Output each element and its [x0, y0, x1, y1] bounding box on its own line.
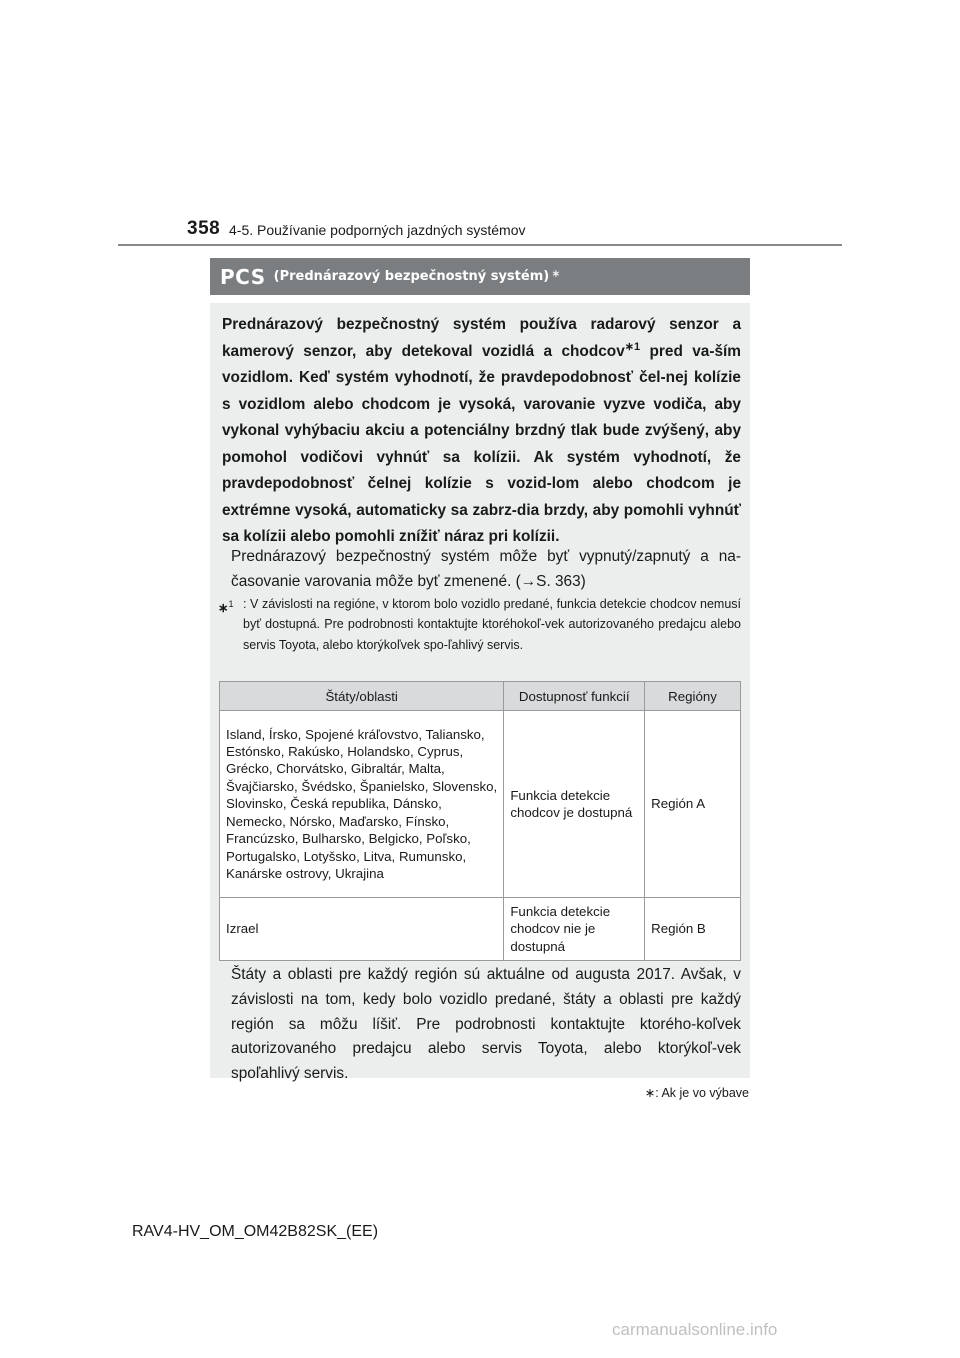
- footnote-star: ∗: [218, 601, 229, 616]
- footnote-text: : V závislosti na regióne, v ktorom bolo vozidlo predané, funkcia detekcie chodcov nemusí byť dostupná. Pre podrobnosti kontaktujte ktoréhokoľ-vek autorizovaného predajcu alebo servis Toyota, alebo ktorýkoľvek spo-ľahlivý servis.: [243, 597, 741, 652]
- header-divider: [118, 244, 842, 246]
- cell-countries: Izrael: [220, 898, 504, 961]
- cell-region: Región B: [645, 898, 741, 961]
- cell-availability: Funkcia detekcie chodcov je dostupná: [504, 711, 645, 898]
- optional-equipment-star: ∗: [551, 268, 561, 280]
- page-number: 358: [187, 218, 221, 239]
- footnote: [218, 594, 741, 655]
- watermark: carmanualsonline.info: [612, 1320, 778, 1339]
- section-subtitle: (Prednárazový bezpečnostný systém): [273, 269, 550, 284]
- intro-text-part1: Prednárazový bezpečnostný systém používa radarový senzor a kamerový senzor, aby detekoval vozidlá a chodcov: [222, 316, 741, 360]
- section-title-bar: [210, 258, 750, 295]
- section-title: PCS: [220, 264, 266, 289]
- intro-paragraph: [222, 312, 741, 551]
- table-header-row: [220, 682, 741, 711]
- regions-validity-paragraph: Štáty a oblasti pre každý región sú aktuálne od augusta 2017. Avšak, v závislosti na tom, kedy bolo vozidlo predané, štáty a oblasti pre každý región sa môžu líšiť. Pre podrobnosti kontaktujte ktorého-koľvek autorizovaného predajcu alebo servis Toyota, alebo ktorýkoľ-vek spoľahlivý servis.: [231, 966, 741, 1083]
- footnote-number: 1: [228, 599, 234, 609]
- column-header-availability: Dostupnosť funkcií: [504, 682, 645, 711]
- column-header-regions: Regióny: [645, 682, 741, 711]
- manual-code: RAV4-HV_OM_OM42B82SK_(EE): [132, 1223, 379, 1240]
- section-breadcrumb: 4-5. Používanie podporných jazdných systémov: [229, 222, 526, 238]
- cell-availability: Funkcia detekcie chodcov nie je dostupná: [504, 898, 645, 961]
- table-row: [220, 711, 741, 898]
- column-header-countries: Štáty/oblasti: [220, 682, 504, 711]
- footnote-reference: ∗1: [624, 340, 641, 353]
- availability-note: ∗: Ak je vo výbave: [644, 1086, 749, 1100]
- settings-paragraph: Prednárazový bezpečnostný systém môže byť vypnutý/zapnutý a na-časovanie varovania môže byť zmenené. (→S. 363): [231, 548, 741, 590]
- region-table: [219, 681, 741, 961]
- cell-region: Región A: [645, 711, 741, 898]
- footnote-mark: [218, 594, 234, 618]
- cell-countries: Island, Írsko, Spojené kráľovstvo, Taliansko, Estónsko, Rakúsko, Holandsko, Cyprus, Grécko, Chorvátsko, Gibraltár, Malta, Švajčiarsko, Švédsko, Španielsko, Slovensko, Slovinsko, Česká republika, Dánsko, Nemecko, Nórsko, Maďarsko, Fínsko, Francúzsko, Bulharsko, Belgicko, Poľsko, Portugalsko, Lotyšsko, Litva, Rumunsko, Kanárske ostrovy, Ukrajina: [220, 711, 504, 898]
- intro-text-part2: pred va-ším vozidlom. Keď systém vyhodnotí, že pravdepodobnosť čel-nej kolízie s vozidlom alebo chodcom je vysoká, varovanie vyzve vodiča, aby vykonal vyhýbaciu akciu a potenciálny brzdný tlak bude zvýšený, aby pomohol vodičovi vyhnúť sa kolízii. Ak systém vyhodnotí, že pravdepodobnosť čelnej kolízie s vozid-lom alebo chodcom je extrémne vysoká, automaticky sa zabrz-dia brzdy, aby pomohli vyhnúť sa kolízii alebo pomohli znížiť náraz pri kolízii.: [222, 342, 741, 545]
- table-row: [220, 898, 741, 961]
